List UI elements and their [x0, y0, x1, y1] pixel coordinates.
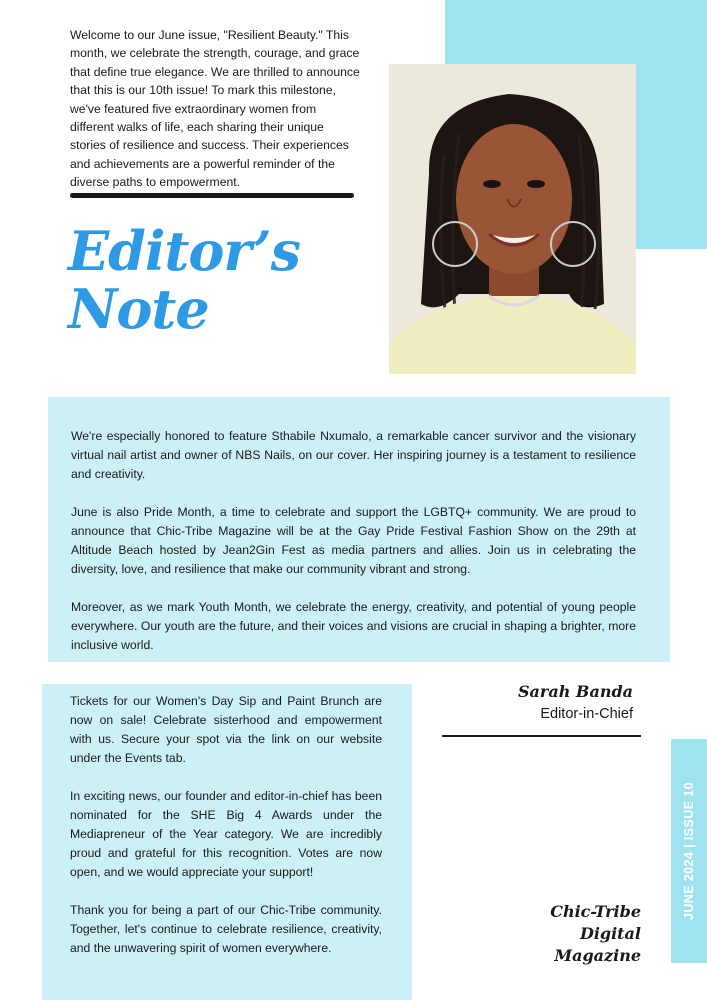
note-paragraph-1: We're especially honored to feature Sthabile Nxumalo, a remarkable cancer survivor and the visionary virtual nail artist and owner of NBS Nails, on our cover. Her inspiring journey is a testament to resilience and creativity. — [71, 429, 636, 481]
editor-role: Editor-in-Chief — [540, 706, 633, 722]
main-note-panel — [48, 397, 670, 662]
page-title — [68, 219, 301, 341]
issue-tab — [671, 739, 707, 963]
signature-divider — [442, 735, 641, 737]
title-line-1: Editor’s — [68, 219, 301, 283]
editor-portrait-icon — [389, 64, 636, 374]
intro-divider — [70, 193, 354, 198]
issue-label: JUNE 2024 | ISSUE 10 — [682, 782, 696, 920]
brand-line-3: Magazine — [554, 946, 641, 965]
editor-portrait — [389, 64, 636, 374]
decorative-bar-right — [636, 0, 707, 249]
magazine-brand — [480, 901, 641, 967]
announcement-paragraph-1: Tickets for our Women's Day Sip and Paint Brunch are now on sale! Celebrate sisterhood and empowerment with us. Secure your spot via the link on our website under the Events tab. — [70, 694, 382, 765]
intro-paragraph: Welcome to our June issue, "Resilient Beauty." This month, we celebrate the strength, courage, and grace that define true elegance. We are thrilled to announce that this is our 10th issue! To mark this milestone, we've featured five extraordinary women from different walks of life, each sharing their unique stories of resilience and success. Their experiences and achievements are a powerful reminder of the diverse paths to empowerment. — [70, 28, 360, 190]
editor-name: Sarah Banda — [518, 682, 633, 701]
announcements-panel — [42, 684, 412, 1000]
note-paragraph-3: Moreover, as we mark Youth Month, we celebrate the energy, creativity, and potential of young people everywhere. Our youth are the future, and their voices and visions are crucial in shaping a brighter, more inclusive world. — [71, 600, 636, 652]
brand-line-2: Digital — [579, 924, 641, 943]
note-paragraph-2: June is also Pride Month, a time to celebrate and support the LGBTQ+ community. We are proud to announce that Chic-Tribe Magazine will be at the Gay Pride Festival Fashion Show on the 29th at Altitude Beach hosted by Jean2Gin Fest as media partners and allies. Join us in celebrating the diversity, love, and resilience that make our community vibrant and strong. — [71, 505, 636, 576]
title-line-2: Note — [68, 277, 209, 341]
brand-line-1: Chic-Tribe — [550, 902, 641, 921]
announcement-paragraph-3: Thank you for being a part of our Chic-Tribe community. Together, let's continue to celebrate resilience, creativity, and the unwavering spirit of women everywhere. — [70, 903, 382, 955]
announcement-paragraph-2: In exciting news, our founder and editor-in-chief has been nominated for the SHE Big 4 Awards under the Mediapreneur of the Year category. We are incredibly proud and grateful for this recognition. Votes are now open, and we would appreciate your support! — [70, 789, 382, 879]
